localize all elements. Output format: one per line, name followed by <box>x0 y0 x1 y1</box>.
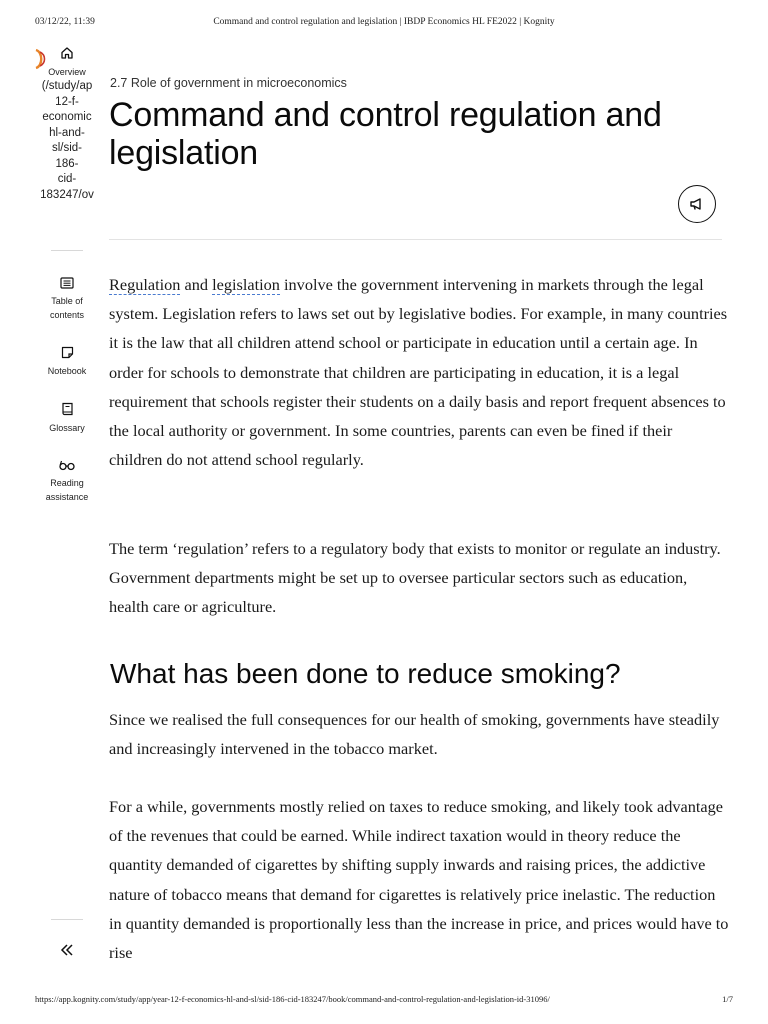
sidebar-item-label: Notebook <box>47 366 87 376</box>
paragraph-text: involve the government intervening in markets through the legal system. Legislation refers to laws set out by legislative bodies. For example, in many countries it is the law that all children attend school or participate in education until a certain age. In order for schools to demonstrate that children are participating in education, it is a legal requirement that schools register their students on a daily basis and report frequent absences to the local authority or government. In some countries, parents can even be fined if their children do not attend school regularly. <box>109 275 728 470</box>
megaphone-icon <box>689 196 705 212</box>
announce-button[interactable] <box>678 185 716 223</box>
paragraph-text: and <box>180 275 213 294</box>
sidebar-divider <box>51 919 83 920</box>
sidebar-item-label: Table of contents <box>49 296 85 320</box>
double-chevron-left-icon[interactable] <box>58 941 76 959</box>
overview-label: Overview <box>48 67 86 77</box>
title-divider <box>109 239 722 240</box>
sidebar-item-glossary[interactable] <box>36 402 98 435</box>
breadcrumb[interactable]: 2.7 Role of government in microeconomics <box>110 76 347 90</box>
print-header <box>0 17 768 31</box>
notebook-icon <box>61 346 74 359</box>
sidebar-item-reading-assistance[interactable] <box>36 459 98 504</box>
page-title: Command and control regulation and legislation <box>109 96 662 172</box>
sidebar-item-notebook[interactable] <box>36 346 98 378</box>
overview-link[interactable] <box>36 46 98 203</box>
sidebar <box>0 34 104 984</box>
section-heading: What has been done to reduce smoking? <box>110 658 621 689</box>
paragraph-smoking-intro: Since we realised the full consequences for our health of smoking, governments have steadily and increasingly intervened in the tobacco market. <box>109 710 720 759</box>
paragraph-intro <box>109 270 729 474</box>
book-icon <box>61 402 74 416</box>
paragraph-taxes: For a while, governments mostly relied on taxes to reduce smoking, and likely took advantage of the revenues that could be earned. While indirect taxation would in theory reduce the quantity demanded of cigarettes by shifting supply inwards and raising prices, the addictive nature of tobacco means that demand for cigarettes is relatively price inelastic. The reduction in quantity demanded is proportionally less than the increase in price, and prices would have to rise <box>109 797 729 963</box>
print-date: 03/12/22, 11:39 <box>35 17 95 27</box>
print-title: Command and control regulation and legislation | IBDP Economics HL FE2022 | Kognity <box>213 17 555 27</box>
paragraph-regulation: The term ‘regulation’ refers to a regulatory body that exists to monitor or regulate an industry. Government departments might be set up to oversee particular sectors such as education, health care or agriculture. <box>109 539 721 617</box>
sidebar-item-table-of-contents[interactable] <box>36 277 98 322</box>
glossary-term-regulation[interactable]: Regulation <box>109 275 181 294</box>
glossary-term-legislation[interactable]: legislation <box>212 275 280 294</box>
sidebar-divider <box>51 250 83 251</box>
list-icon <box>60 277 74 289</box>
home-icon <box>60 46 74 60</box>
overview-url[interactable]: (/study/ap 12-f- economic hl-and- sl/sid- 186- cid- 183247/ov <box>40 80 94 201</box>
sidebar-item-label: Reading assistance <box>45 478 89 502</box>
print-footer <box>0 994 768 1008</box>
sidebar-item-label: Glossary <box>49 423 85 433</box>
print-page-number: 1/7 <box>722 994 733 1004</box>
print-url: https://app.kognity.com/study/app/year-12-f-economics-hl-and-sl/sid-186-cid-183247/book/command-and-control-regulation-and-legislation-id-31096/ <box>35 994 550 1004</box>
glasses-icon <box>59 459 75 471</box>
